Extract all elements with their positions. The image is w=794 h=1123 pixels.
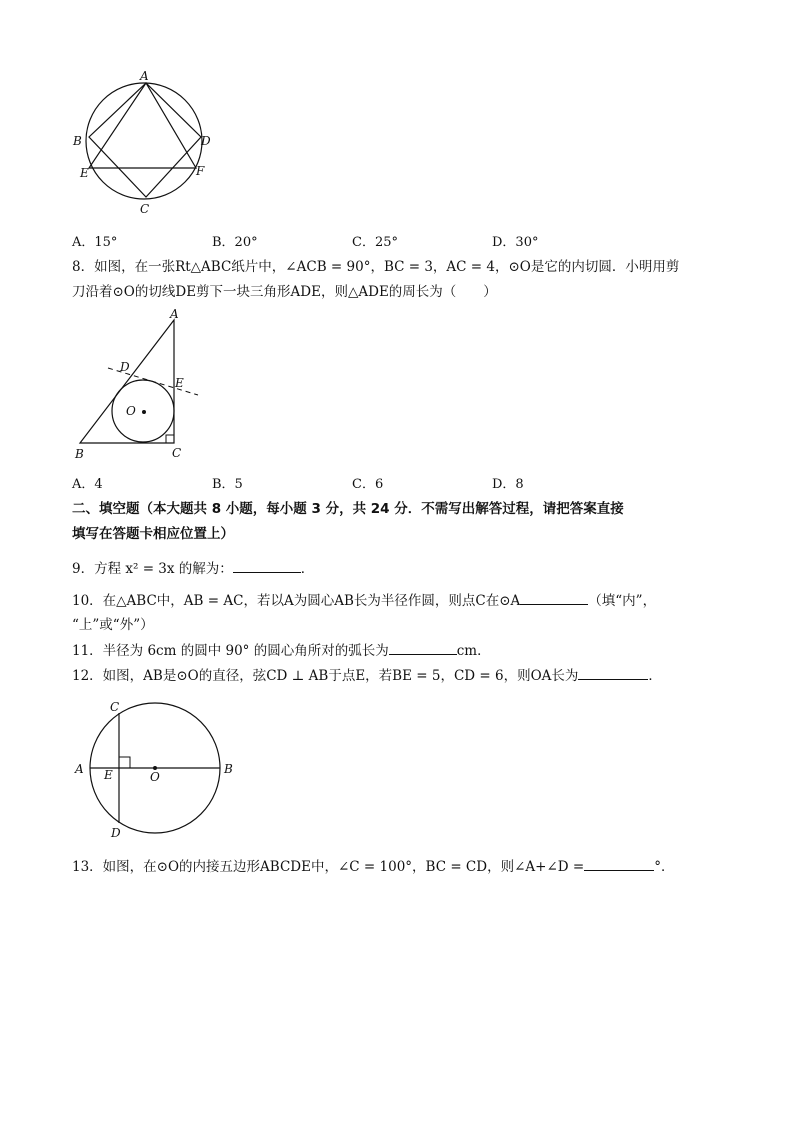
triangle-ABC bbox=[80, 320, 174, 443]
q8-option-b: B．5 bbox=[212, 477, 243, 492]
q7-figure bbox=[70, 65, 220, 220]
q7-option-a: A．15° bbox=[72, 235, 118, 250]
q10-text: 10．在△ABC中，AB = AC，若以A为圆心AB长为半径作圆，则点C在⊙A bbox=[72, 593, 521, 609]
q10-line1 bbox=[72, 589, 656, 609]
right-angle-mark bbox=[166, 435, 174, 443]
q13-text: 13．如图，在⊙O的内接五边形ABCDE中，∠C = 100°，BC = CD，则∠A+∠D = bbox=[72, 859, 585, 875]
q12-text: 12．如图，AB是⊙O的直径，弦CD ⊥ AB于点E，若BE = 5，CD = 6，则OA长为 bbox=[72, 668, 579, 684]
label-D: D bbox=[111, 826, 121, 840]
q10-answer-blank[interactable] bbox=[520, 592, 588, 605]
q7-option-d: D．30° bbox=[492, 235, 539, 250]
label-O: O bbox=[150, 770, 160, 784]
label-O: O bbox=[126, 404, 136, 418]
circle bbox=[86, 83, 202, 199]
q8-figure bbox=[70, 305, 210, 465]
q9-end: ． bbox=[300, 561, 315, 577]
q8-line1: 8．如图，在一张Rt△ABC纸片中，∠ACB = 90°，BC = 3，AC = 4，⊙O是它的内切圆．小明用剪 bbox=[72, 259, 680, 275]
q13 bbox=[72, 855, 674, 875]
right-angle-mark bbox=[119, 757, 130, 768]
q10-line2: “上”或“外”） bbox=[72, 617, 154, 633]
q12-figure bbox=[70, 695, 245, 845]
q12-end: ． bbox=[648, 668, 662, 684]
label-A: A bbox=[140, 69, 149, 83]
label-A: A bbox=[170, 307, 179, 321]
label-C: C bbox=[110, 700, 120, 714]
q9-text: 9．方程 x² = 3x 的解为： bbox=[72, 561, 233, 577]
quad-ABCD bbox=[89, 83, 201, 197]
q12-answer-blank[interactable] bbox=[578, 667, 648, 680]
label-E: E bbox=[175, 376, 184, 390]
q8-option-d: D．8 bbox=[492, 477, 524, 492]
section-2-heading-line1: 二、填空题（本大题共 8 小题，每小题 3 分，共 24 分．不需写出解答过程，请把答案直接 bbox=[72, 501, 624, 517]
q9-answer-blank[interactable] bbox=[233, 560, 301, 573]
q12 bbox=[72, 664, 662, 684]
q13-answer-blank[interactable] bbox=[584, 858, 654, 871]
q11 bbox=[72, 639, 491, 659]
q7-option-c: C．25° bbox=[352, 235, 398, 250]
q13-end: °． bbox=[654, 859, 675, 875]
label-D: D bbox=[120, 360, 130, 374]
label-C: C bbox=[140, 202, 150, 216]
label-E: E bbox=[104, 768, 113, 782]
label-C: C bbox=[172, 446, 182, 460]
label-B: B bbox=[73, 134, 82, 148]
label-B: B bbox=[224, 762, 233, 776]
q8-option-a: A．4 bbox=[72, 477, 103, 492]
q10-after: （填“内”， bbox=[588, 593, 657, 609]
q8-line2: 刀沿着⊙O的切线DE剪下一块三角形ADE，则△ADE的周长为（ ） bbox=[72, 284, 497, 300]
q11-answer-blank[interactable] bbox=[389, 642, 457, 655]
label-F: F bbox=[196, 164, 205, 178]
section-2-heading-line2: 填写在答题卡相应位置上） bbox=[72, 526, 234, 542]
label-E: E bbox=[80, 166, 89, 180]
q9 bbox=[72, 557, 314, 577]
label-A: A bbox=[75, 762, 84, 776]
q11-end: cm． bbox=[456, 643, 491, 659]
q7-option-b: B．20° bbox=[212, 235, 258, 250]
q8-option-c: C．6 bbox=[352, 477, 384, 492]
label-D: D bbox=[201, 134, 211, 148]
q11-text: 11．半径为 6cm 的圆中 90° 的圆心角所对的弧长为 bbox=[72, 643, 389, 659]
label-B: B bbox=[75, 447, 84, 461]
center-dot bbox=[142, 410, 146, 414]
